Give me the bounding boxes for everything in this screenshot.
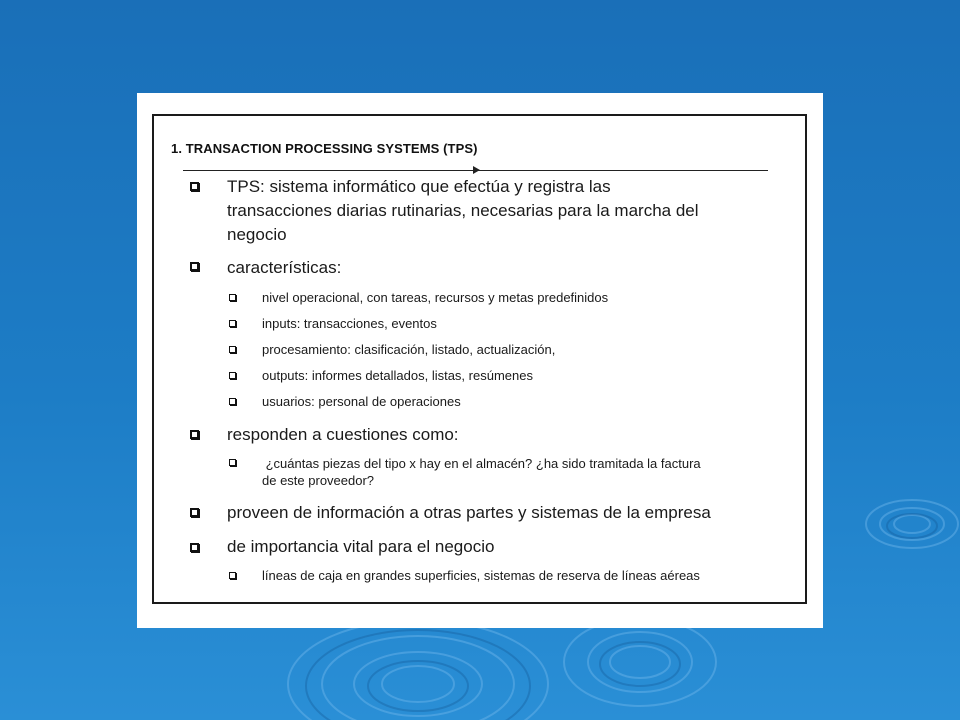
bullet-responden: responden a cuestiones como:: [227, 425, 459, 444]
sub-bullet-pregunta-line-2: de este proveedor?: [262, 473, 375, 488]
rule-arrow-icon: [473, 166, 480, 174]
bullet-caracteristicas: características:: [227, 258, 342, 277]
sub-bullet-procesamiento: procesamiento: clasificación, listado, actualización,: [262, 342, 556, 357]
checkbox-sub-bullet-icon: [229, 320, 236, 327]
checkbox-sub-bullet-icon: [229, 459, 236, 466]
checkbox-sub-bullet-icon: [229, 346, 236, 353]
sub-bullet-inputs: inputs: transacciones, eventos: [262, 316, 437, 331]
checkbox-sub-bullet-icon: [229, 572, 236, 579]
bullet-tps-line-3: negocio: [227, 225, 287, 244]
slide-title: 1. TRANSACTION PROCESSING SYSTEMS (TPS): [171, 141, 478, 156]
checkbox-sub-bullet-icon: [229, 294, 236, 301]
bullet-importancia: de importancia vital para el negocio: [227, 537, 495, 556]
bullet-tps-line-2: transacciones diarias rutinarias, necesarias para la marcha del: [227, 201, 699, 220]
checkbox-bullet-icon: [190, 262, 199, 271]
checkbox-bullet-icon: [190, 430, 199, 439]
bullet-proveen: proveen de información a otras partes y sistemas de la empresa: [227, 503, 711, 522]
checkbox-sub-bullet-icon: [229, 398, 236, 405]
checkbox-bullet-icon: [190, 182, 199, 191]
sub-bullet-usuarios: usuarios: personal de operaciones: [262, 394, 461, 409]
sub-bullet-outputs: outputs: informes detallados, listas, resúmenes: [262, 368, 533, 383]
checkbox-bullet-icon: [190, 508, 199, 517]
checkbox-sub-bullet-icon: [229, 372, 236, 379]
sub-bullet-lineas-caja: líneas de caja en grandes superficies, sistemas de reserva de líneas aéreas: [262, 568, 700, 583]
checkbox-bullet-icon: [190, 543, 199, 552]
document-page: [137, 93, 823, 628]
sub-bullet-nivel: nivel operacional, con tareas, recursos y metas predefinidos: [262, 290, 609, 305]
bullet-tps-line-1: TPS: sistema informático que efectúa y registra las: [227, 177, 611, 196]
sub-bullet-pregunta-line-1: ¿cuántas piezas del tipo x hay en el almacén? ¿ha sido tramitada la factura: [262, 456, 701, 471]
